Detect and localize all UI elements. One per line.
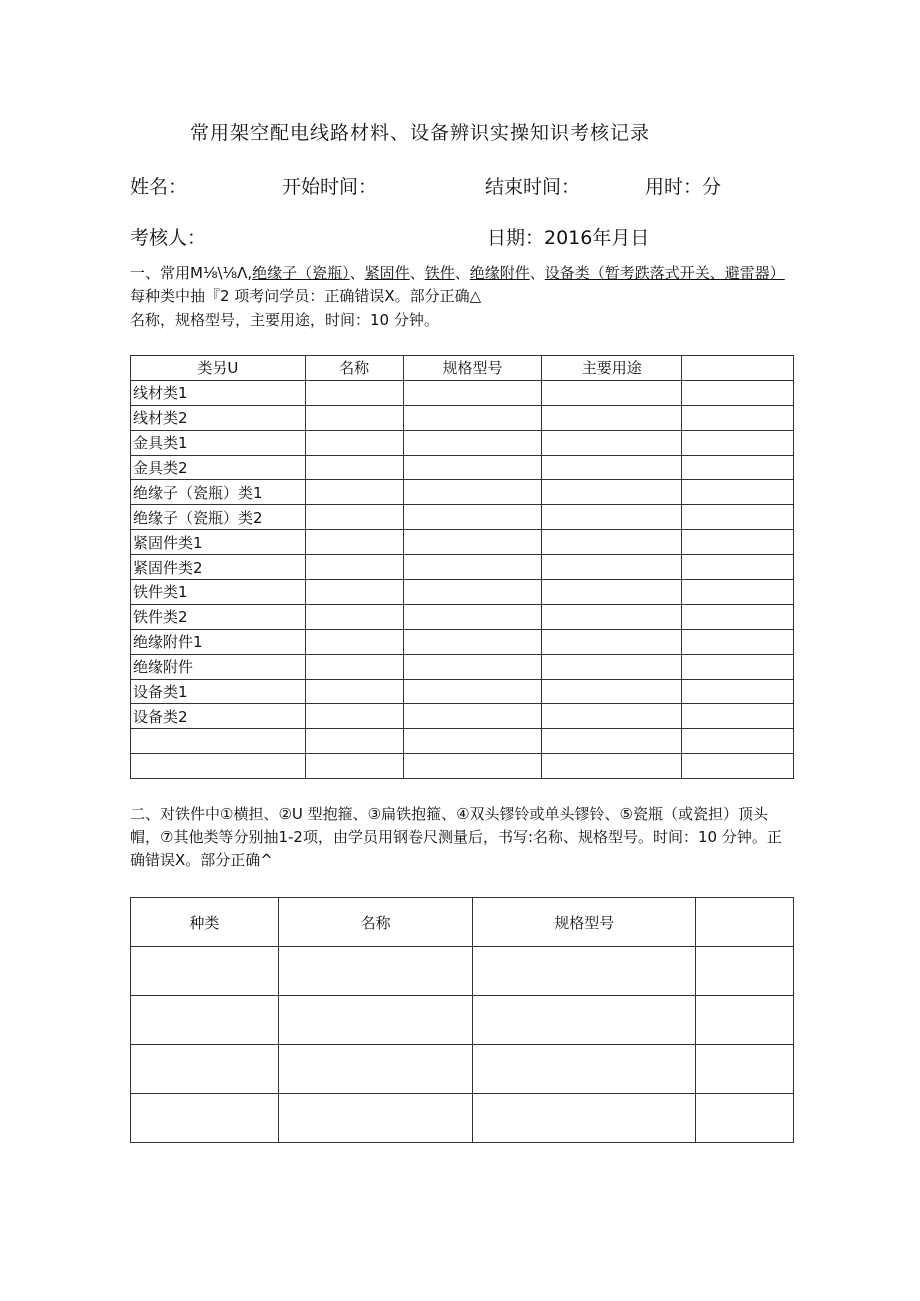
header-spec: 规格型号 (403, 356, 542, 381)
table-row: 设备类1 (131, 679, 794, 704)
examiner-label: 考核人： (130, 227, 207, 249)
section2-instructions: 二、对铁件中①横担、②U 型抱箍、③扁铁抱箍、④双头镠铃或单头镠铃、⑤瓷瓶（或瓷担）顶头帽，⑦其他类等分别抽1-2项，由学员用钢卷尺测量后，书写:名称、规格型号。时间：10 分钟。正确错误X。部分正确^ (130, 805, 782, 869)
table-row: 线材类1 (131, 380, 794, 405)
header-name: 名称 (305, 356, 403, 381)
table-header-row (131, 356, 794, 381)
table-row (131, 1045, 794, 1094)
table-row: 铁件类2 (131, 604, 794, 629)
table-row: 绝缘子（瓷瓶）类1 (131, 480, 794, 505)
table-row: 紧固件类2 (131, 555, 794, 580)
header-usage: 主要用途 (542, 356, 682, 381)
page-title: 常用架空配电线路材料、设备辨识实操知识考核记录 (190, 122, 651, 144)
header-name: 名称 (278, 898, 473, 947)
table-row (131, 996, 794, 1045)
table-row: 紧固件类1 (131, 530, 794, 555)
date-label: 日期：2016年月日 (487, 227, 650, 249)
table-row (131, 754, 794, 779)
duration-label: 用时：分 (645, 176, 722, 198)
header-blank (696, 898, 794, 947)
table-row: 绝缘附件1 (131, 629, 794, 654)
table-header-row (131, 898, 794, 947)
table-row: 线材类2 (131, 405, 794, 430)
table-row: 设备类2 (131, 704, 794, 729)
header-category: 类另U (131, 356, 306, 381)
table-row: 金具类2 (131, 455, 794, 480)
table-row (131, 947, 794, 996)
iron-parts-table (130, 897, 794, 1143)
header-spec: 规格型号 (473, 898, 696, 947)
table-row: 铁件类1 (131, 580, 794, 605)
table-row: 金具类1 (131, 430, 794, 455)
table-row: 绝缘附件 (131, 654, 794, 679)
section1-line2: 名称，规格型号，主要用途，时间：10 分钟。 (130, 311, 439, 329)
identification-table (130, 355, 794, 779)
table-row (131, 729, 794, 754)
name-label: 姓名： (130, 176, 188, 198)
table-row: 绝缘子（瓷瓶）类2 (131, 505, 794, 530)
start-time-label: 开始时间： (282, 176, 378, 198)
header-type: 种类 (131, 898, 279, 947)
section1-instructions: 一、常用M⅛\⅛Λ,绝缘子（瓷瓶）、紧固件、铁件、绝缘附件、设备类（暂考跌落式开关、避雷器）每种类中抽『2 项考问学员：正确错误X。部分正确△ (130, 264, 785, 305)
header-blank (682, 356, 794, 381)
table-row (131, 1094, 794, 1143)
end-time-label: 结束时间： (485, 176, 581, 198)
